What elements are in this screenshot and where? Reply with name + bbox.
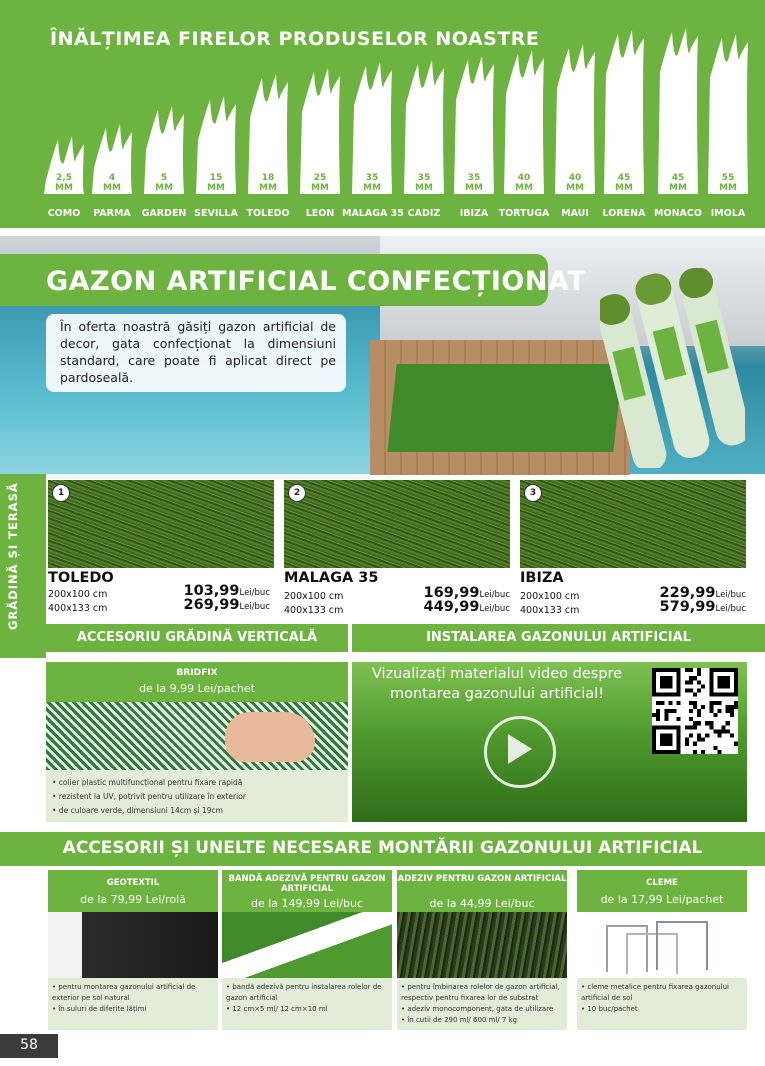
grass-height-label: 2,5 MM: [55, 173, 73, 193]
price-unit: Lei/buc: [715, 590, 746, 600]
product-name: IBIZA: [520, 570, 564, 586]
grass-height-label: 35 MM: [465, 173, 483, 193]
product-size: 200x100 cm: [284, 591, 344, 602]
geotextil-image: [48, 912, 218, 978]
page-number: 58: [20, 1037, 38, 1053]
bullet-item: • pentru montarea gazonului artificial de exterior pe sol natural: [52, 983, 196, 1002]
product-price: [390, 599, 510, 615]
grass-product-name: PARMA: [93, 208, 131, 219]
grass-product-name: MONACO: [654, 208, 702, 219]
grass-height-label: 40 MM: [566, 173, 584, 193]
hero-description: În oferta noastră găsiți gazon artificial de decor, gata confecționat la dimensiuni standard, care poate fi aplicat direct pe pardoseală.: [60, 319, 336, 385]
section-header-installation: INSTALAREA GAZONULUI ARTIFICIAL: [352, 624, 765, 652]
accessory-price: de la 17,99 Lei/pachet: [600, 893, 724, 906]
banner-title: ÎNĂLȚIMEA FIRELOR PRODUSELOR NOASTRE: [50, 28, 540, 50]
geotextil-bullets: [52, 982, 212, 1015]
grass-height-label: 45 MM: [669, 173, 687, 193]
tape-image: [222, 912, 392, 978]
price-value: 579,99: [659, 599, 716, 615]
grass-blade: [604, 30, 644, 194]
bullet-item: • colier plastic multifuncțional pentru fixare rapidă: [52, 778, 243, 787]
grass-blade: [658, 28, 698, 194]
bullet-item: • rezistent la UV, potrivit pentru utilizare în exterior: [52, 792, 246, 801]
bullet-item: • în cutii de 290 ml/ 600 ml/ 7 kg: [401, 1016, 518, 1024]
grass-blades-graphic: [0, 0, 765, 228]
accessories-title: ACCESORII ȘI UNELTE NECESARE MONTĂRII GAZONULUI ARTIFICIAL: [62, 838, 703, 858]
adhesive-image: [397, 912, 567, 978]
grass-product-name: MAUI: [561, 208, 589, 219]
bullet-item: • de culoare verde, dimensiuni 14cm și 19cm: [52, 806, 223, 815]
grass-product-name: TOLEDO: [246, 208, 290, 219]
grass-height-label: 5 MM: [155, 173, 173, 193]
grass-height-label: 35 MM: [363, 173, 381, 193]
bullet-item: • 10 buc/pachet: [581, 1005, 638, 1013]
grass-blade: [708, 34, 748, 194]
product-size: 200x100 cm: [520, 591, 580, 602]
grass-blade: [555, 44, 595, 194]
accessory-name: CLEME: [646, 878, 678, 888]
grass-product-name: CADIZ: [407, 208, 441, 219]
grass-product-name: MALAGA 35: [342, 208, 404, 219]
accessory-name: BANDĂ ADEZIVĂ PENTRU GAZON ARTIFICIAL: [228, 874, 386, 894]
grass-product-name: GARDEN: [141, 208, 187, 219]
category-side-tab-label: GRĂDINĂ ȘI TERASĂ: [6, 482, 20, 630]
ibiza-turf-image: [520, 480, 746, 568]
clips-bullets: [581, 982, 741, 1015]
bridfix-title: BRIDFIX: [176, 668, 218, 678]
bullet-item: • cleme metalice pentru fixarea gazonului artificial de sol: [581, 983, 729, 1002]
price-value: 169,99: [423, 585, 480, 601]
adhesive-bullets: [401, 982, 561, 1026]
video-caption: Vizualizați materialul video despre montarea gazonului artificial!: [371, 666, 623, 702]
product-price: [626, 599, 746, 615]
bullet-item: • adeziv monocomponent, gata de utilizare: [401, 1005, 554, 1013]
price-unit: Lei/buc: [239, 602, 270, 612]
bullet-item: • pentru îmbinarea rolelor de gazon artificial, respectiv pentru fixarea lor de substrat: [401, 983, 560, 1002]
tape-bullets: [226, 982, 386, 1015]
grass-height-label: 55 MM: [719, 173, 737, 193]
grass-height-label: 45 MM: [615, 173, 633, 193]
product-size: 400x133 cm: [284, 605, 344, 616]
bullet-item: • bandă adezivă pentru instalarea rolelor de gazon artificial: [226, 983, 382, 1002]
toledo-turf-image: [48, 480, 274, 568]
hand-image: [225, 712, 315, 762]
accessory-price: de la 149,99 Lei/buc: [251, 897, 363, 910]
accessory-price: de la 79,99 Lei/rolă: [80, 893, 186, 906]
malaga-turf-image: [284, 480, 510, 568]
grass-product-name: COMO: [47, 208, 81, 219]
product-number-badge: 1: [52, 484, 70, 502]
grass-product-name: LORENA: [602, 208, 646, 219]
play-triangle-icon: [508, 734, 532, 764]
turf-rolls-image: [600, 268, 745, 468]
grass-height-label: 18 MM: [259, 173, 277, 193]
product-name: TOLEDO: [48, 570, 114, 586]
price-value: 269,99: [183, 597, 240, 613]
accessory-name: GEOTEXTIL: [106, 878, 160, 888]
grass-height-label: 15 MM: [207, 173, 225, 193]
grass-product-name: IMOLA: [710, 208, 746, 219]
price-value: 449,99: [423, 599, 480, 615]
price-unit: Lei/buc: [239, 588, 270, 598]
grass-height-label: 35 MM: [415, 173, 433, 193]
grass-product-name: LEON: [305, 208, 335, 219]
price-value: 229,99: [659, 585, 716, 601]
bullet-item: • în suluri de diferite lățimi: [52, 1005, 147, 1013]
product-name: MALAGA 35: [284, 570, 379, 586]
product-number-badge: 2: [288, 484, 306, 502]
grass-product-name: IBIZA: [459, 208, 489, 219]
product-number-badge: 3: [524, 484, 542, 502]
price-unit: Lei/buc: [479, 604, 510, 614]
bullet-item: • 12 cm×5 ml/ 12 cm×10 ml: [226, 1005, 328, 1013]
accessory-name: ADEZIV PENTRU GAZON ARTIFICIAL: [397, 874, 567, 884]
grass-height-label: 25 MM: [311, 173, 329, 193]
price-unit: Lei/buc: [715, 604, 746, 614]
product-size: 400x133 cm: [48, 603, 108, 614]
bridfix-bullets: [52, 776, 342, 818]
qr-code-icon[interactable]: [652, 668, 738, 754]
grass-mat: [387, 364, 622, 452]
hero-title: GAZON ARTIFICIAL CONFECȚIONAT: [46, 266, 587, 297]
grass-height-label: 4 MM: [103, 173, 121, 193]
bridfix-price: de la 9,99 Lei/pachet: [139, 682, 255, 695]
price-value: 103,99: [183, 583, 240, 599]
clips-image: [577, 912, 747, 978]
accessory-price: de la 44,99 Lei/buc: [429, 897, 535, 910]
product-size: 200x100 cm: [48, 589, 108, 600]
section-header-vertical-garden: ACCESORIU GRĂDINĂ VERTICALĂ: [46, 624, 348, 652]
product-size: 400x133 cm: [520, 605, 580, 616]
grass-product-name: SEVILLA: [194, 208, 238, 219]
product-price: [150, 597, 270, 613]
grass-height-label: 40 MM: [515, 173, 533, 193]
price-unit: Lei/buc: [479, 590, 510, 600]
grass-product-name: TORTUGA: [498, 208, 550, 219]
